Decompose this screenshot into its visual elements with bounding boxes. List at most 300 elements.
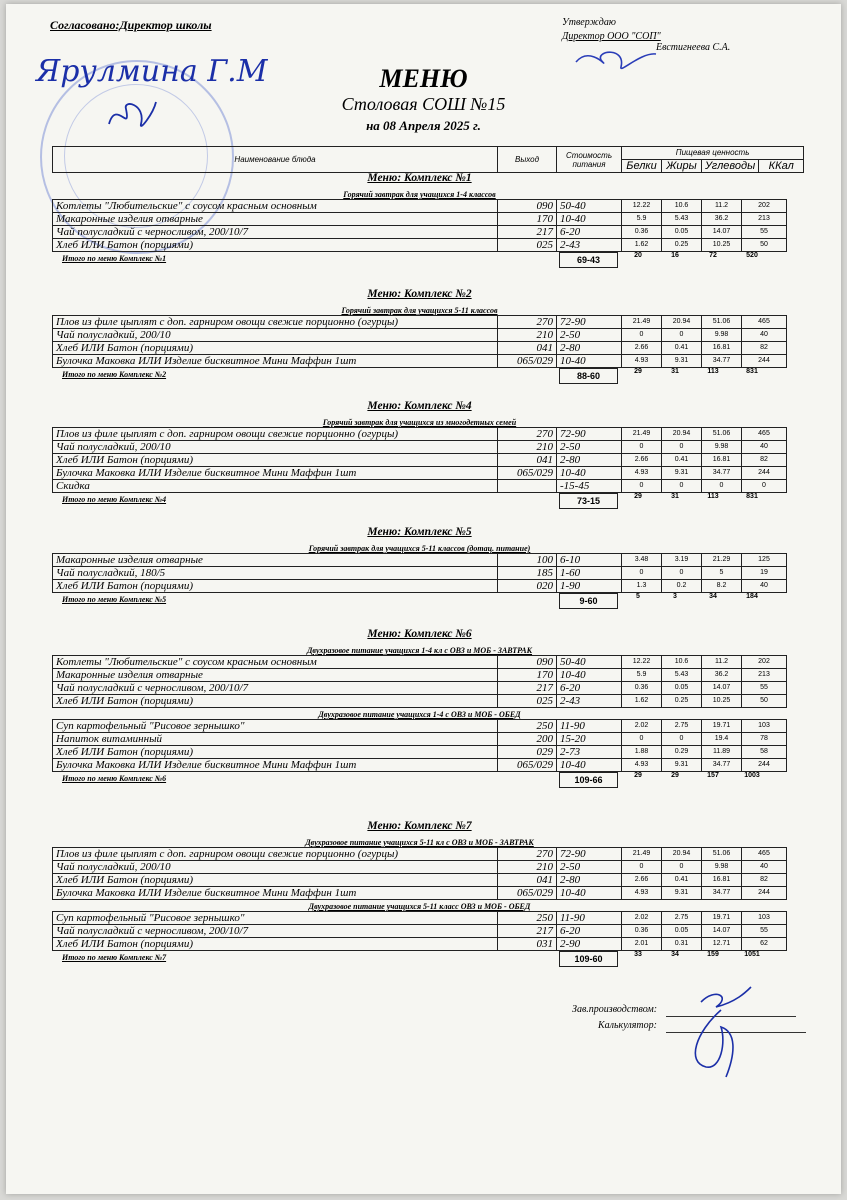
dish-proteins: 0 — [622, 441, 662, 454]
dish-name: Булочка Маковка ИЛИ Изделие бисквитное Мини Маффин 1шт — [53, 887, 498, 900]
dish-proteins: 4.93 — [622, 355, 662, 368]
dish-proteins: 1.62 — [622, 239, 662, 252]
dish-kcal: 103 — [742, 720, 787, 733]
dish-carbs: 34.77 — [702, 355, 742, 368]
dish-output: 210 — [498, 329, 557, 342]
dish-kcal: 465 — [742, 848, 787, 861]
dish-proteins: 0.36 — [622, 925, 662, 938]
col-nutrition: Пищевая ценность — [622, 147, 804, 160]
dish-fats: 0 — [662, 441, 702, 454]
total-label: Итого по меню Комплекс №1 — [62, 254, 167, 263]
total-carbs: 157 — [707, 772, 719, 779]
dish-carbs: 10.25 — [702, 239, 742, 252]
table-row — [53, 925, 787, 938]
table-row — [53, 861, 787, 874]
dish-kcal: 50 — [742, 239, 787, 252]
dish-output: 065/029 — [498, 467, 557, 480]
total-fats: 16 — [671, 252, 679, 259]
dish-cost: 6-20 — [557, 925, 622, 938]
dish-output: 041 — [498, 874, 557, 887]
dish-name: Плов из филе цыплят с доп. гарниром овощи свежие порционно (огурцы) — [53, 848, 498, 861]
dish-name: Чай полусладкий, 200/10 — [53, 329, 498, 342]
dish-kcal: 40 — [742, 441, 787, 454]
dish-output: 065/029 — [498, 355, 557, 368]
section-total — [52, 593, 847, 608]
dish-carbs: 51.06 — [702, 316, 742, 329]
dish-cost: 6-20 — [557, 226, 622, 239]
table-row — [53, 720, 787, 733]
dish-proteins: 5.9 — [622, 669, 662, 682]
table-row — [53, 480, 787, 493]
col-kcal: ККал — [759, 160, 804, 173]
dish-table — [52, 427, 787, 493]
dish-output: 100 — [498, 554, 557, 567]
section-subtitle: Горячий завтрак для учащихся из многодетных семей — [322, 418, 517, 427]
table-row — [53, 213, 787, 226]
dish-proteins: 4.93 — [622, 467, 662, 480]
table-row — [53, 329, 787, 342]
table-row — [53, 848, 787, 861]
dish-output: 029 — [498, 746, 557, 759]
approve-block — [562, 16, 661, 44]
dish-kcal: 55 — [742, 925, 787, 938]
dish-carbs: 11.89 — [702, 746, 742, 759]
dish-carbs: 12.71 — [702, 938, 742, 951]
table-row — [53, 580, 787, 593]
total-price: 69-43 — [559, 252, 618, 268]
total-proteins: 29 — [634, 493, 642, 500]
section-title: Меню: Комплекс №4 — [367, 400, 472, 412]
dish-cost: 10-40 — [557, 213, 622, 226]
dish-name: Чай полусладкий, 180/5 — [53, 567, 498, 580]
dish-proteins: 2.01 — [622, 938, 662, 951]
calculator-label: Калькулятор: — [598, 1020, 657, 1031]
table-row — [53, 887, 787, 900]
section-total — [52, 252, 847, 267]
dish-fats: 0.25 — [662, 695, 702, 708]
dish-proteins: 4.93 — [622, 887, 662, 900]
total-carbs: 159 — [707, 951, 719, 958]
dish-fats: 9.31 — [662, 759, 702, 772]
dish-fats: 0.41 — [662, 454, 702, 467]
dish-cost: 15-20 — [557, 733, 622, 746]
section-subtitle: Двухразовое питание учащихся 1-4 кл с ОВЗ и МОБ - ЗАВТРАК — [306, 646, 533, 655]
dish-cost: 2-50 — [557, 861, 622, 874]
table-row — [53, 200, 787, 213]
menu-section — [52, 820, 847, 966]
dish-fats: 0.31 — [662, 938, 702, 951]
dish-carbs: 11.2 — [702, 656, 742, 669]
dish-kcal: 19 — [742, 567, 787, 580]
dish-cost: 11-90 — [557, 720, 622, 733]
dish-carbs: 16.81 — [702, 342, 742, 355]
dish-fats: 20.94 — [662, 848, 702, 861]
dish-carbs: 51.06 — [702, 848, 742, 861]
dish-proteins: 2.66 — [622, 454, 662, 467]
dish-fats: 0 — [662, 567, 702, 580]
total-kcal: 1003 — [744, 772, 760, 779]
dish-fats: 0.41 — [662, 342, 702, 355]
dish-cost: 72-90 — [557, 316, 622, 329]
page-title: МЕНЮ — [379, 64, 468, 93]
table-row — [53, 759, 787, 772]
section-title: Меню: Комплекс №1 — [367, 172, 472, 184]
production-label: Зав.производством: — [572, 1004, 658, 1015]
dish-fats: 5.43 — [662, 213, 702, 226]
dish-output: 090 — [498, 656, 557, 669]
dish-output: 217 — [498, 925, 557, 938]
dish-carbs: 9.98 — [702, 441, 742, 454]
dish-name: Напиток витаминный — [53, 733, 498, 746]
dish-proteins: 2.02 — [622, 720, 662, 733]
approve-director-name: Евстигнеева С.А. — [656, 42, 731, 53]
dish-kcal: 202 — [742, 656, 787, 669]
section-total — [52, 493, 847, 508]
dish-fats: 0.05 — [662, 682, 702, 695]
dish-cost: 2-80 — [557, 342, 622, 355]
dish-name: Хлеб ИЛИ Батон (порциями) — [53, 874, 498, 887]
dish-carbs: 36.2 — [702, 669, 742, 682]
table-header — [52, 146, 804, 173]
dish-cost: -15-45 — [557, 480, 622, 493]
production-signature — [676, 982, 776, 1092]
approve-director-label: Директор ООО "СОП" — [562, 31, 661, 42]
dish-carbs: 5 — [702, 567, 742, 580]
total-proteins: 5 — [636, 593, 640, 600]
dish-proteins: 12.22 — [622, 200, 662, 213]
dish-carbs: 14.07 — [702, 682, 742, 695]
dish-name: Макаронные изделия отварные — [53, 554, 498, 567]
total-fats: 3 — [673, 593, 677, 600]
table-row — [53, 746, 787, 759]
dish-table — [52, 315, 787, 368]
dish-kcal: 465 — [742, 428, 787, 441]
dish-kcal: 58 — [742, 746, 787, 759]
dish-cost: 1-60 — [557, 567, 622, 580]
section-title: Меню: Комплекс №2 — [367, 288, 472, 300]
dish-name: Суп картофельный "Рисовое зернышко" — [53, 912, 498, 925]
dish-proteins: 2.66 — [622, 874, 662, 887]
section-subtitle: Горячий завтрак для учащихся 5-11 классов — [341, 306, 498, 315]
dish-kcal: 40 — [742, 329, 787, 342]
approve-label: Утверждаю — [562, 17, 616, 28]
table-row — [53, 938, 787, 951]
dish-name: Чай полусладкий, 200/10 — [53, 441, 498, 454]
dish-fats: 0.25 — [662, 239, 702, 252]
dish-proteins: 0 — [622, 733, 662, 746]
dish-proteins: 2.66 — [622, 342, 662, 355]
dish-name: Чай полусладкий с черносливом, 200/10/7 — [53, 226, 498, 239]
dish-proteins: 0.36 — [622, 226, 662, 239]
dish-name: Булочка Маковка ИЛИ Изделие бисквитное Мини Маффин 1шт — [53, 759, 498, 772]
dish-fats: 0 — [662, 329, 702, 342]
dish-table — [52, 847, 787, 900]
col-name: Наименование блюда — [53, 147, 498, 173]
dish-proteins: 1.88 — [622, 746, 662, 759]
dish-output: 200 — [498, 733, 557, 746]
dish-carbs: 16.81 — [702, 454, 742, 467]
dish-name: Макаронные изделия отварные — [53, 213, 498, 226]
section-subtitle: Горячий завтрак для учащихся 1-4 классов — [343, 190, 496, 199]
total-price: 109-60 — [559, 951, 618, 967]
menu-section — [52, 288, 847, 383]
dish-name: Суп картофельный "Рисовое зернышко" — [53, 720, 498, 733]
dish-carbs: 51.06 — [702, 428, 742, 441]
col-fats: Жиры — [662, 160, 702, 173]
dish-fats: 2.75 — [662, 912, 702, 925]
dish-fats: 10.6 — [662, 200, 702, 213]
total-price: 88-60 — [559, 368, 618, 384]
section-title: Меню: Комплекс №6 — [367, 628, 472, 640]
dish-output: 031 — [498, 938, 557, 951]
table-row — [53, 342, 787, 355]
dish-output: 025 — [498, 695, 557, 708]
total-proteins: 29 — [634, 772, 642, 779]
dish-proteins: 0.36 — [622, 682, 662, 695]
dish-cost: 50-40 — [557, 656, 622, 669]
total-proteins: 20 — [634, 252, 642, 259]
dish-name: Булочка Маковка ИЛИ Изделие бисквитное Мини Маффин 1шт — [53, 467, 498, 480]
dish-kcal: 0 — [742, 480, 787, 493]
total-fats: 34 — [671, 951, 679, 958]
dish-cost: 10-40 — [557, 467, 622, 480]
dish-cost: 6-10 — [557, 554, 622, 567]
table-row — [53, 428, 787, 441]
total-kcal: 831 — [746, 493, 758, 500]
menu-section — [52, 628, 847, 787]
dish-kcal: 213 — [742, 213, 787, 226]
dish-kcal: 244 — [742, 467, 787, 480]
dish-proteins: 1.62 — [622, 695, 662, 708]
dish-output: 020 — [498, 580, 557, 593]
section-subtitle: Двухразовое питание учащихся 5-11 класс ОВЗ и МОБ - ОБЕД — [308, 902, 531, 911]
table-row — [53, 912, 787, 925]
dish-proteins: 0 — [622, 567, 662, 580]
dish-carbs: 14.07 — [702, 925, 742, 938]
dish-proteins: 0 — [622, 329, 662, 342]
dish-kcal: 202 — [742, 200, 787, 213]
total-label: Итого по меню Комплекс №2 — [62, 370, 167, 379]
table-row — [53, 441, 787, 454]
dish-cost: 50-40 — [557, 200, 622, 213]
dish-fats: 0 — [662, 480, 702, 493]
total-carbs: 72 — [709, 252, 717, 259]
dish-name: Хлеб ИЛИ Батон (порциями) — [53, 938, 498, 951]
dish-output: 217 — [498, 682, 557, 695]
dish-output: 025 — [498, 239, 557, 252]
total-proteins: 33 — [634, 951, 642, 958]
dish-kcal: 55 — [742, 682, 787, 695]
dish-kcal: 103 — [742, 912, 787, 925]
col-carbs: Углеводы — [702, 160, 759, 173]
dish-fats: 0 — [662, 861, 702, 874]
dish-carbs: 19.71 — [702, 912, 742, 925]
dish-cost: 10-40 — [557, 669, 622, 682]
dish-carbs: 0 — [702, 480, 742, 493]
dish-proteins: 0 — [622, 861, 662, 874]
dish-table — [52, 655, 787, 708]
dish-name: Макаронные изделия отварные — [53, 669, 498, 682]
dish-kcal: 465 — [742, 316, 787, 329]
dish-kcal: 40 — [742, 580, 787, 593]
section-total — [52, 772, 847, 787]
total-label: Итого по меню Комплекс №5 — [62, 595, 167, 604]
dish-kcal: 62 — [742, 938, 787, 951]
dish-carbs: 16.81 — [702, 874, 742, 887]
dish-proteins: 4.93 — [622, 759, 662, 772]
dish-output: 185 — [498, 567, 557, 580]
dish-fats: 0.41 — [662, 874, 702, 887]
table-row — [53, 355, 787, 368]
dish-kcal: 244 — [742, 759, 787, 772]
dish-output: 090 — [498, 200, 557, 213]
dish-output: 041 — [498, 342, 557, 355]
dish-cost: 72-90 — [557, 848, 622, 861]
dish-carbs: 34.77 — [702, 759, 742, 772]
total-label: Итого по меню Комплекс №7 — [62, 953, 167, 962]
dish-cost: 6-20 — [557, 682, 622, 695]
dish-name: Плов из филе цыплят с доп. гарниром овощи свежие порционно (огурцы) — [53, 316, 498, 329]
total-kcal: 184 — [746, 593, 758, 600]
section-total — [52, 368, 847, 383]
dish-name: Чай полусладкий с черносливом, 200/10/7 — [53, 682, 498, 695]
section-subtitle: Горячий завтрак для учащихся 5-11 классов (дотац. питание) — [308, 544, 531, 553]
dish-cost: 10-40 — [557, 759, 622, 772]
dish-kcal: 78 — [742, 733, 787, 746]
dish-cost: 2-73 — [557, 746, 622, 759]
dish-proteins: 21.49 — [622, 316, 662, 329]
dish-cost: 2-90 — [557, 938, 622, 951]
dish-fats: 0.29 — [662, 746, 702, 759]
school-name: Столовая СОШ №15 — [341, 94, 506, 114]
dish-carbs: 19.4 — [702, 733, 742, 746]
dish-name: Хлеб ИЛИ Батон (порциями) — [53, 342, 498, 355]
dish-fats: 10.6 — [662, 656, 702, 669]
dish-name: Хлеб ИЛИ Батон (порциями) — [53, 454, 498, 467]
dish-proteins: 1.3 — [622, 580, 662, 593]
table-row — [53, 656, 787, 669]
dish-cost: 10-40 — [557, 355, 622, 368]
dish-carbs: 36.2 — [702, 213, 742, 226]
dish-carbs: 11.2 — [702, 200, 742, 213]
total-fats: 31 — [671, 493, 679, 500]
dish-carbs: 9.98 — [702, 329, 742, 342]
dish-output — [498, 480, 557, 493]
dish-fats: 3.19 — [662, 554, 702, 567]
dish-fats: 2.75 — [662, 720, 702, 733]
dish-cost: 2-80 — [557, 454, 622, 467]
dish-fats: 9.31 — [662, 355, 702, 368]
dish-fats: 0 — [662, 733, 702, 746]
section-title: Меню: Комплекс №5 — [367, 526, 472, 538]
dish-table — [52, 199, 787, 252]
dish-fats: 0.05 — [662, 226, 702, 239]
dish-name: Котлеты "Любительские" с соусом красным основным — [53, 656, 498, 669]
section-subtitle: Двухразовое питание учащихся 1-4 с ОВЗ и МОБ - ОБЕД — [318, 710, 521, 719]
dish-kcal: 244 — [742, 355, 787, 368]
section-title: Меню: Комплекс №7 — [367, 820, 472, 832]
total-label: Итого по меню Комплекс №6 — [62, 774, 167, 783]
table-row — [53, 226, 787, 239]
dish-cost: 11-90 — [557, 912, 622, 925]
menu-section — [52, 526, 847, 608]
dish-name: Чай полусладкий с черносливом, 200/10/7 — [53, 925, 498, 938]
total-kcal: 520 — [746, 252, 758, 259]
dish-output: 170 — [498, 669, 557, 682]
total-price: 73-15 — [559, 493, 618, 509]
menu-section — [52, 172, 847, 267]
dish-output: 270 — [498, 428, 557, 441]
dish-kcal: 40 — [742, 861, 787, 874]
table-row — [53, 874, 787, 887]
dish-name: Скидка — [53, 480, 498, 493]
dish-fats: 9.31 — [662, 467, 702, 480]
total-kcal: 831 — [746, 368, 758, 375]
dish-table — [52, 719, 787, 772]
dish-fats: 20.94 — [662, 428, 702, 441]
dish-carbs: 8.2 — [702, 580, 742, 593]
dish-kcal: 244 — [742, 887, 787, 900]
dish-name: Хлеб ИЛИ Батон (порциями) — [53, 746, 498, 759]
total-carbs: 113 — [707, 368, 719, 375]
dish-cost: 72-90 — [557, 428, 622, 441]
total-kcal: 1051 — [744, 951, 760, 958]
dish-output: 065/029 — [498, 759, 557, 772]
dish-fats: 20.94 — [662, 316, 702, 329]
dish-carbs: 19.71 — [702, 720, 742, 733]
menu-sheet — [6, 4, 841, 1194]
dish-output: 270 — [498, 848, 557, 861]
table-row — [53, 695, 787, 708]
dish-output: 065/029 — [498, 887, 557, 900]
dish-cost: 10-40 — [557, 887, 622, 900]
col-proteins: Белки — [622, 160, 662, 173]
section-total — [52, 951, 847, 966]
dish-carbs: 21.29 — [702, 554, 742, 567]
total-fats: 29 — [671, 772, 679, 779]
dish-name: Хлеб ИЛИ Батон (порциями) — [53, 695, 498, 708]
dish-cost: 2-43 — [557, 239, 622, 252]
dish-carbs: 9.98 — [702, 861, 742, 874]
section-subtitle: Двухразовое питание учащихся 5-11 кл с ОВЗ и МОБ - ЗАВТРАК — [305, 838, 534, 847]
dish-name: Хлеб ИЛИ Батон (порциями) — [53, 580, 498, 593]
total-label: Итого по меню Комплекс №4 — [62, 495, 167, 504]
director-signature: Ярулмина Г.М — [36, 54, 268, 89]
dish-output: 250 — [498, 720, 557, 733]
dish-carbs: 14.07 — [702, 226, 742, 239]
dish-output: 210 — [498, 861, 557, 874]
table-row — [53, 316, 787, 329]
dish-fats: 0.05 — [662, 925, 702, 938]
total-proteins: 29 — [634, 368, 642, 375]
dish-fats: 9.31 — [662, 887, 702, 900]
dish-carbs: 34.77 — [702, 467, 742, 480]
dish-output: 217 — [498, 226, 557, 239]
dish-fats: 0.2 — [662, 580, 702, 593]
approved-left-label: Согласовано:Директор школы — [50, 18, 212, 32]
dish-proteins: 21.49 — [622, 428, 662, 441]
col-cost: Стоимость питания — [557, 147, 622, 173]
dish-cost: 2-50 — [557, 329, 622, 342]
total-fats: 31 — [671, 368, 679, 375]
dish-proteins: 5.9 — [622, 213, 662, 226]
dish-kcal: 82 — [742, 342, 787, 355]
total-carbs: 113 — [707, 493, 719, 500]
total-price: 109-66 — [559, 772, 618, 788]
dish-cost: 2-43 — [557, 695, 622, 708]
table-row — [53, 733, 787, 746]
total-carbs: 34 — [709, 593, 717, 600]
